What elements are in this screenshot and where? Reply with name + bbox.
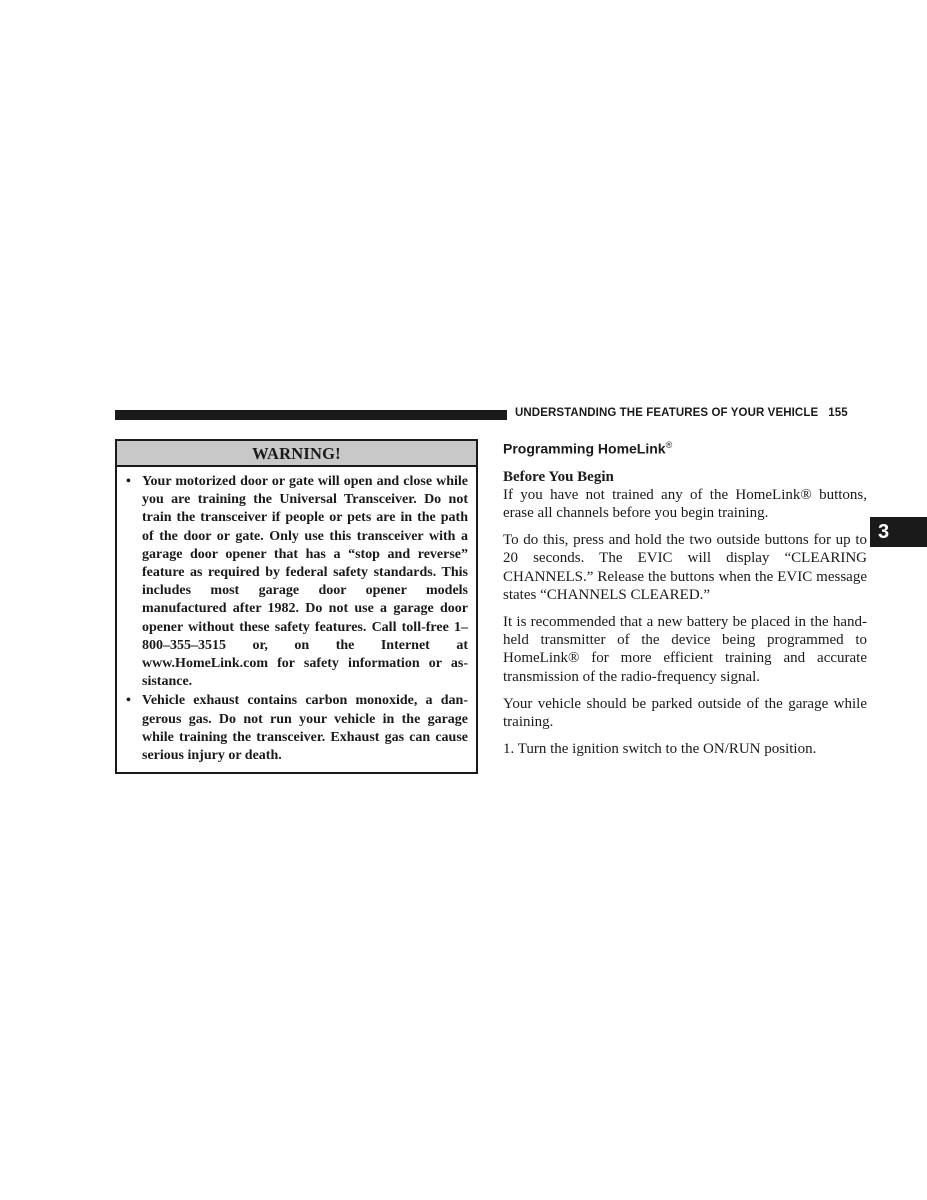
numbered-step: 1. Turn the ignition switch to the ON/RUN position.: [503, 741, 817, 758]
bullet-icon: •: [126, 693, 131, 709]
section-heading: [503, 436, 867, 458]
header-rule: [115, 410, 507, 420]
warning-title: WARNING!: [117, 441, 476, 467]
warning-item-text: Vehicle exhaust contains carbon monoxide, a dangerous gas. Do not run your vehicle in the garage while training the transceiver. Exhaust gas can cause serious injury or death.: [142, 693, 468, 764]
warning-item: [125, 473, 468, 691]
main-content: [503, 436, 867, 768]
page-number: 155: [828, 407, 848, 419]
warning-item: [125, 692, 468, 765]
paragraph: It is recommended that a new battery be placed in the hand-held transmitter of the device being programmed to HomeLink® for more efficient training and accurate transmission of the radio-frequency signal.: [503, 614, 867, 685]
warning-box: [115, 439, 478, 774]
warning-list: [117, 467, 476, 765]
registered-mark: ®: [665, 440, 673, 450]
header-title: UNDERSTANDING THE FEATURES OF YOUR VEHICLE: [515, 407, 819, 419]
paragraph: If you have not trained any of the HomeLink® buttons, erase all channels before you begin training.: [503, 486, 867, 522]
warning-item-text: Your motorized door or gate will open and close while you are training the Universal Transceiver. Do not train the transceiver if people or pets are in the path of the door or gate. Only use this transceiver with a garage door opener that has a “stop and reverse” feature as required by federal safety standards. This includes most garage door opener models manufactured after 1982. Do not use a garage door opener without these safety features. Call toll-free 1–800–355–3515 or, on the Internet at www.HomeLink.com for safety information or assistance.: [142, 474, 468, 690]
running-header: [515, 407, 848, 419]
bullet-icon: •: [126, 474, 131, 489]
section-heading-text: Programming HomeLink: [503, 440, 666, 457]
chapter-tab: 3: [870, 517, 927, 547]
subsection-heading: Before You Begin: [503, 468, 614, 485]
paragraph: Your vehicle should be parked outside of the garage while training.: [503, 695, 867, 731]
paragraph: To do this, press and hold the two outside buttons for up to 20 seconds. The EVIC will display “CLEARING CHANNELS.” Release the buttons when the EVIC message states “CHANNELS CLEARED.”: [503, 532, 867, 603]
